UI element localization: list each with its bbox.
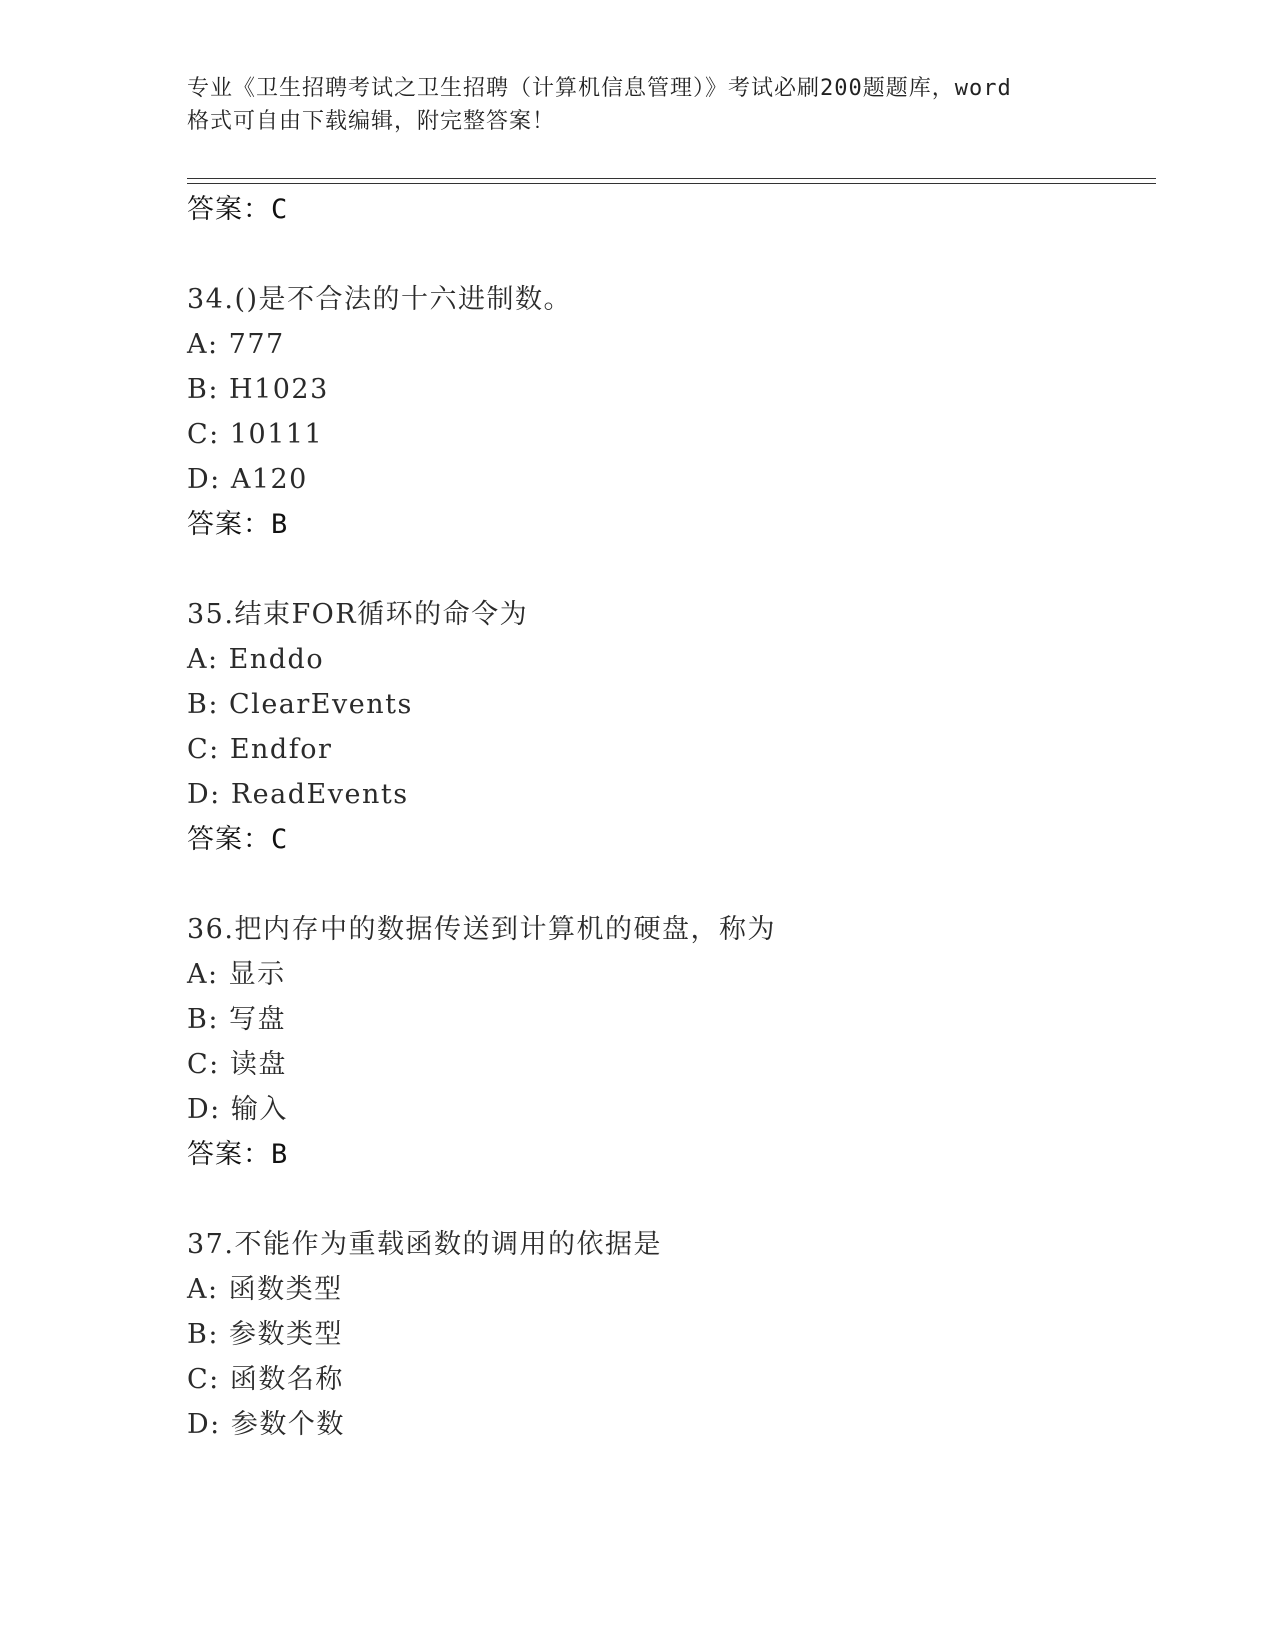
q34-option-b: B: H1023 — [187, 374, 329, 405]
q37-option-c: C: 函数名称 — [187, 1364, 344, 1395]
question-34: 34.()是不合法的十六进制数。 — [187, 284, 573, 315]
q34-option-a: A: 777 — [187, 329, 285, 360]
q36-option-a: A: 显示 — [187, 959, 286, 990]
document-header — [187, 72, 1087, 138]
q36-option-b: B: 写盘 — [187, 1004, 287, 1035]
q35-option-c: C: Endfor — [187, 734, 333, 765]
q37-option-d: D: 参数个数 — [187, 1409, 345, 1440]
q34-option-c: C: 10111 — [187, 419, 324, 450]
question-37: 37.不能作为重载函数的调用的依据是 — [187, 1229, 662, 1260]
q35-answer: 答案：C — [187, 824, 289, 855]
q35-option-b: B: ClearEvents — [187, 689, 413, 720]
q37-option-a: A: 函数类型 — [187, 1274, 343, 1305]
question-36: 36.把内存中的数据传送到计算机的硬盘，称为 — [187, 914, 776, 945]
header-divider-top — [187, 178, 1156, 179]
q35-option-d: D: ReadEvents — [187, 779, 409, 810]
q35-option-a: A: Enddo — [187, 644, 325, 675]
header-line-1: 专业《卫生招聘考试之卫生招聘（计算机信息管理）》考试必刷200题题库，word — [187, 76, 1012, 101]
answer-33: 答案：C — [187, 194, 289, 225]
q37-option-b: B: 参数类型 — [187, 1319, 344, 1350]
q36-option-d: D: 输入 — [187, 1094, 288, 1125]
header-line-2: 格式可自由下载编辑，附完整答案！ — [187, 109, 556, 134]
header-divider-bottom — [187, 183, 1156, 184]
q36-option-c: C: 读盘 — [187, 1049, 287, 1080]
question-35: 35.结束FOR循环的命令为 — [187, 599, 529, 630]
q34-answer: 答案：B — [187, 509, 289, 540]
q34-option-d: D: A120 — [187, 464, 308, 495]
q36-answer: 答案：B — [187, 1139, 289, 1170]
